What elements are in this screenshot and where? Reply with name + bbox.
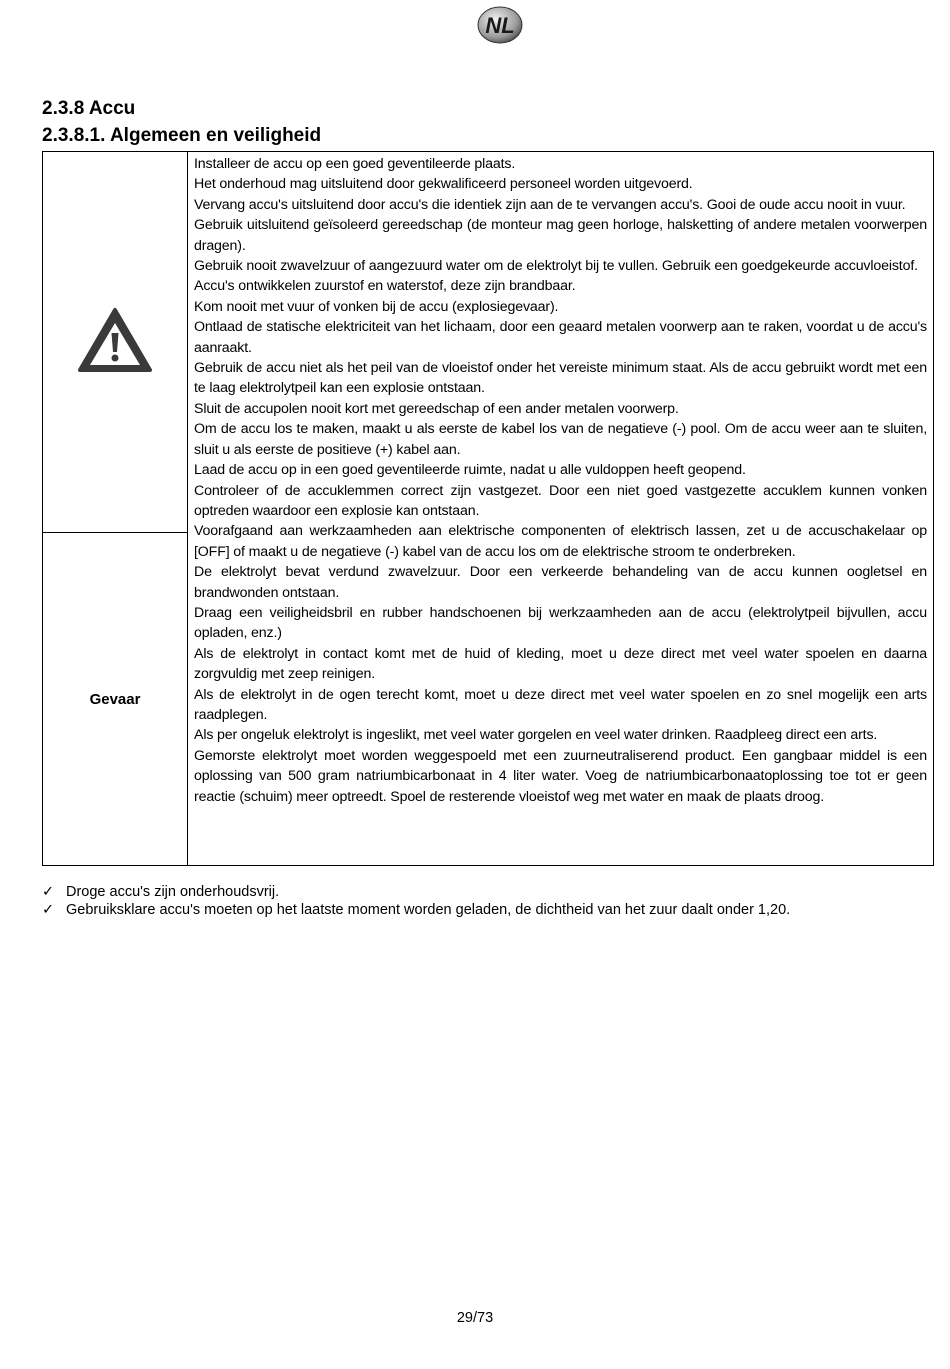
safety-item: Gebruik de accu niet als het peil van de vloeistof onder het vereiste minimum staat. Als de accu gebruikt wordt met een te laag elektrolytpeil kan een explosie ontstaan. — [194, 360, 927, 397]
safety-item: Laad de accu op in een goed geventileerde ruimte, nadat u alle vuldoppen heeft geopend. — [194, 462, 746, 479]
safety-item: Draag een veiligheidsbril en rubber handschoenen bij werkzaamheden aan de accu (elektrolytpeil bijvullen, accu opladen, enz.) — [194, 604, 927, 642]
danger-label: Gevaar — [43, 533, 188, 866]
safety-item: Accu's ontwikkelen zuurstof en waterstof, deze zijn brandbaar. — [194, 278, 576, 295]
svg-text:NL: NL — [485, 13, 515, 38]
checkmark-icon: ✓ — [42, 902, 55, 918]
section-title: 2.3.8 Accu — [42, 98, 136, 119]
list-item-text: Droge accu's zijn onderhoudsvrij. — [66, 884, 280, 900]
safety-item: Als de elektrolyt in contact komt met de huid of kleding, moet u deze direct met veel water spoelen en daarna zorgvuldig met zeep reinigen. — [194, 645, 927, 683]
safety-item: Als per ongeluk elektrolyt is ingeslikt, met veel water gorgelen en veel water drinken. Raadpleeg direct een arts. — [194, 727, 878, 744]
safety-item: Gebruik nooit zwavelzuur of aangezuurd water om de elektrolyt bij te vullen. Gebruik een goedgekeurde accuvloeistof. — [194, 258, 918, 275]
list-item — [42, 901, 790, 919]
safety-item: Installeer de accu op een goed geventileerde plaats. — [194, 156, 516, 172]
warning-triangle-icon — [77, 307, 153, 373]
safety-item: Het onderhoud mag uitsluitend door gekwalificeerd personeel worden uitgevoerd. — [194, 176, 693, 193]
checkmark-icon: ✓ — [42, 884, 55, 900]
safety-item: De elektrolyt bevat verdund zwavelzuur. Door een verkeerde behandeling van de accu kunnen oogletsel en brandwonden ontstaan. — [194, 564, 927, 601]
safety-item: Vervang accu's uitsluitend door accu's die identiek zijn aan de te vervangen accu's. Gooi de oude accu nooit in vuur. — [194, 196, 906, 213]
safety-table — [42, 151, 934, 866]
safety-item: Ontlaad de statische elektriciteit van het lichaam, door een geaard metalen voorwerp aan te raken, voordat u de accu's aanraakt. — [194, 319, 927, 356]
safety-item: Sluit de accupolen nooit kort met gereedschap of een ander metalen voorwerp. — [194, 400, 679, 417]
safety-item: Kom nooit met vuur of vonken bij de accu (explosiegevaar). — [194, 298, 559, 315]
safety-instructions — [188, 152, 934, 866]
safety-item: Gebruik uitsluitend geïsoleerd gereedschap (de monteur mag geen horloge, halsketting of andere metalen voorwerpen dragen). — [194, 217, 927, 254]
page-number: 29/73 — [456, 1310, 494, 1326]
nl-language-badge — [477, 6, 523, 44]
section-subtitle: 2.3.8.1. Algemeen en veiligheid — [42, 125, 322, 146]
checklist — [42, 883, 790, 919]
list-item-text: Gebruiksklare accu's moeten op het laatste moment worden geladen, de dichtheid van het zuur daalt onder 1,20. — [66, 902, 791, 918]
safety-item: Controleer of de accuklemmen correct zijn vastgezet. Door een niet goed vastgezette accuklem kunnen vonken optreden waardoor een explosie kan ontstaan. — [194, 482, 927, 519]
safety-item: Voorafgaand aan werkzaamheden aan elektrische componenten of elektrisch lassen, zet u de accuschakelaar op [OFF] of maakt u de negatieve (-) kabel van de accu los om de elektrische stroom te onderbreken. — [194, 523, 927, 560]
safety-item: Om de accu los te maken, maakt u als eerste de kabel los van de negatieve (-) pool. Om de accu weer aan te sluiten, sluit u als eerste de positieve (+) kabel aan. — [194, 421, 927, 458]
safety-item: Gemorste elektrolyt moet worden weggespoeld met een zuurneutraliserend product. Een gangbaar middel is een oplossing van 500 gram natriumbicarbonaat in 4 liter water. Voeg de natriumbicarbonaatoplossing toe tot er geen reactie (schuim) meer optreedt. Spoel de resterende vloeistof weg met water en maak de plaats droog. — [194, 747, 927, 805]
warning-icon-cell — [43, 152, 188, 533]
list-item — [42, 883, 790, 901]
safety-item: Als de elektrolyt in de ogen terecht komt, moet u deze direct met veel water spoelen en zo snel mogelijk een arts raadplegen. — [194, 686, 927, 723]
